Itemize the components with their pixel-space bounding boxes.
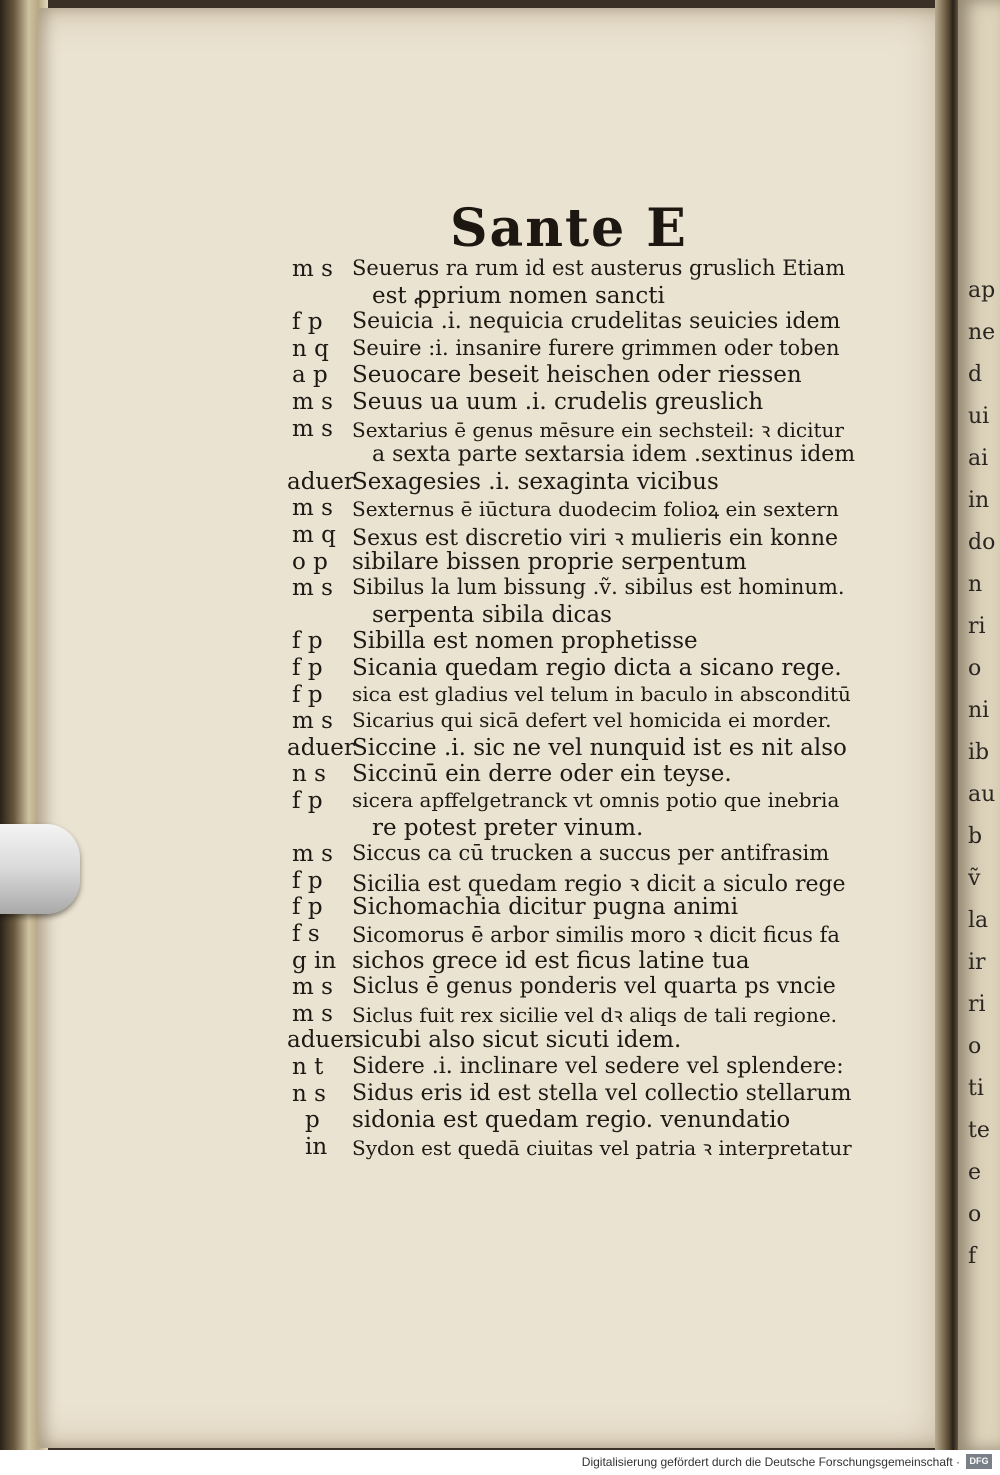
entry-text: sicubi also sicut sicuti idem. — [352, 1027, 682, 1054]
entry-code: f p — [292, 894, 323, 921]
entry-code: a p — [292, 362, 328, 389]
entry-text: Seuire :i. insanire furere grimmen oder toben — [352, 335, 840, 360]
entry-code: n s — [292, 1080, 326, 1107]
entry-text: Seuus ua uum .i. crudelis greuslich — [352, 389, 764, 415]
facing-page-fragment: ib — [968, 740, 990, 765]
entry-code: f p — [292, 788, 323, 814]
entry-code: m s — [292, 841, 333, 868]
entry-text: Sextarius ē genus mēsure ein sechsteil: ꝛ dicitur — [352, 417, 844, 442]
facing-page-fragment: o — [968, 1034, 982, 1059]
entry-text: Sicania quedam regio dicta a sicano rege. — [352, 655, 842, 681]
entry-code: m s — [292, 575, 333, 602]
entry-code: m q — [292, 522, 336, 548]
facing-page-fragment: ri — [968, 992, 986, 1017]
entry-text: Sexus est discretio viri ꝛ mulieris ein konne — [352, 526, 839, 551]
dfg-logo: DFG — [966, 1454, 992, 1469]
facing-page-fragment: au — [968, 782, 996, 807]
entry-code: p — [305, 1107, 320, 1134]
entry-code: aduer — [287, 1027, 355, 1054]
entry-text: Sibilus la lum bissung .ṽ. sibilus est hominum. — [352, 575, 845, 600]
entry-code: f p — [292, 655, 323, 681]
entry-text: serpenta sibila dicas — [372, 601, 612, 628]
footer-credit: Digitalisierung gefördert durch die Deutsche Forschungsgemeinschaft · — [581, 1455, 960, 1469]
facing-page-fragment: ui — [968, 404, 990, 429]
entry-code: f p — [292, 867, 323, 894]
entry-code: m s — [292, 708, 333, 735]
entry-code: g in — [292, 947, 337, 974]
entry-text: Siccinū ein derre oder ein teyse. — [352, 761, 732, 788]
entry-code: m s — [292, 389, 333, 415]
entry-text: re potest preter vinum. — [372, 814, 644, 841]
entry-text: Sydon est quedā ciuitas vel patria ꝛ interpretatur — [352, 1135, 852, 1160]
page-clip — [0, 824, 80, 914]
entry-text: Seuocare beseit heischen oder riessen — [352, 362, 802, 389]
entry-text: Sicilia est quedam regio ꝛ dicit a siculo rege — [352, 871, 846, 897]
entry-code: aduer — [287, 734, 355, 761]
entry-text: Sexagesies .i. sexaginta vicibus — [352, 468, 719, 495]
entry-text: Seuicia .i. nequicia crudelitas seuicies idem — [352, 309, 841, 335]
facing-page-fragment: ir — [968, 950, 986, 975]
facing-page-fragment: ne — [968, 320, 996, 345]
entry-text: Siclus fuit rex sicilie vel dꝛ aliqs de tali regione. — [352, 1002, 838, 1027]
entry-text: a sexta parte sextarsia idem .sextinus idem — [372, 442, 856, 468]
entry-text: Sicomorus ē arbor similis moro ꝛ dicit ficus fa — [352, 923, 840, 947]
entry-text: Seuerus ra rum id est austerus gruslich Etiam — [352, 256, 846, 280]
entry-code: m s — [292, 256, 333, 282]
entry-text: sica est gladius vel telum in baculo in absconditū — [352, 681, 851, 706]
facing-page-fragment: f — [968, 1244, 977, 1269]
facing-page-fragment: la — [968, 908, 989, 933]
entry-text: est ꝓprium nomen sancti — [372, 282, 665, 309]
facing-page-fragment: in — [968, 488, 990, 513]
entry-code: f p — [292, 309, 323, 336]
entry-text: Siclus ē genus ponderis vel quarta ps vncie — [352, 974, 836, 1000]
entry-text: sicera apffelgetranck vt omnis potio que inebria — [352, 788, 840, 812]
facing-page-fragment: ni — [968, 698, 990, 723]
entry-text: Sexternus ē iūctura duodecim folioꝝ ein sextern — [352, 497, 839, 522]
facing-page-fragment: b — [968, 824, 983, 849]
entry-code: n q — [292, 335, 329, 362]
entry-text: Siccus ca cū trucken a succus per antifrasim — [352, 841, 830, 866]
facing-page-text — [968, 270, 998, 1278]
entry-text: Sibilla est nomen prophetisse — [352, 628, 698, 655]
entry-code: aduer — [287, 468, 355, 495]
entry-code: n t — [292, 1054, 324, 1080]
entry-code: in — [305, 1133, 328, 1160]
entry-code: n s — [292, 761, 326, 788]
entry-text: Sidere .i. inclinare vel sedere vel splendere: — [352, 1054, 844, 1079]
entry-code: m s — [292, 974, 333, 1001]
entry-code: f p — [292, 681, 323, 708]
facing-page-fragment: ai — [968, 446, 989, 471]
facing-page-fragment: ap — [968, 278, 996, 303]
entry-code: o p — [292, 548, 328, 575]
entry-text: sidonia est quedam regio. venundatio — [352, 1107, 791, 1134]
page-heading: Sante E — [450, 198, 688, 259]
entry-text: Sichomachia dicitur pugna animi — [352, 894, 739, 921]
facing-page-fragment: e — [968, 1160, 982, 1185]
facing-page-fragment: te — [968, 1118, 990, 1143]
facing-page-fragment: o — [968, 656, 982, 681]
entry-code: m s — [292, 415, 333, 442]
facing-page-fragment: do — [968, 530, 996, 555]
entry-code: m s — [292, 1000, 333, 1027]
facing-page-fragment: ri — [968, 614, 986, 639]
entry-text: sichos grece id est ficus latine tua — [352, 947, 750, 974]
entry-code: f s — [292, 921, 320, 947]
facing-page-fragment: ṽ — [968, 866, 981, 891]
entry-text: sibilare bissen proprie serpentum — [352, 548, 747, 575]
footer-bar — [0, 1450, 1000, 1475]
facing-page-fragment: d — [968, 362, 983, 387]
entry-code: m s — [292, 495, 333, 522]
facing-page-fragment: ti — [968, 1076, 984, 1101]
entry-text: Sicarius qui sicā defert vel homicida ei morder. — [352, 708, 832, 733]
facing-page-fragment: n — [968, 572, 983, 597]
entry-code: f p — [292, 628, 323, 655]
entry-text: Siccine .i. sic ne vel nunquid ist es nit also — [352, 734, 847, 761]
entry-text: Sidus eris id est stella vel collectio stellarum — [352, 1080, 852, 1106]
facing-page-fragment: o — [968, 1202, 982, 1227]
